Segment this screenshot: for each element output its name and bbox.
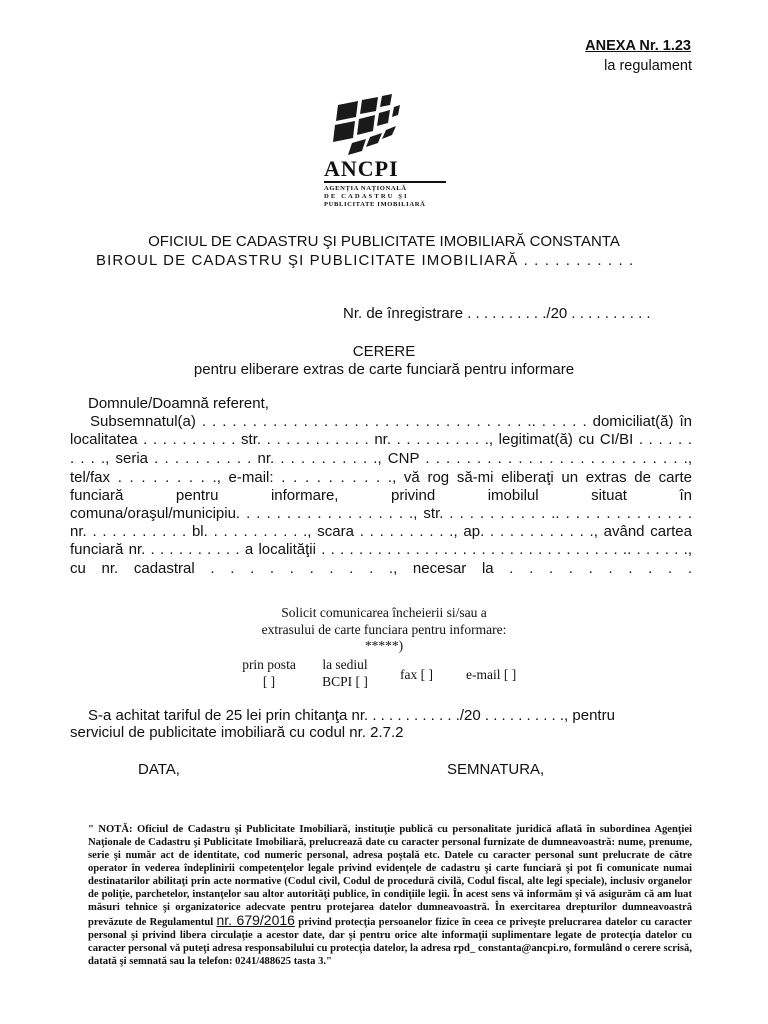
form-line: funciară nr. . . . . . . . . . . a localităţii . . . . . . . . . . . . . . . . . . . . . . . . . . . . . . . . .. . . . . . ., (70, 541, 692, 558)
form-line: cu nr. cadastral . . . . . . . . . ., necesar la . . . . . . . . . . (70, 560, 692, 577)
logo-subtitle-line2: DE CADASTRU ȘI (324, 193, 409, 201)
bureau-title: BIROUL DE CADASTRU ŞI PUBLICITATE IMOBILIARĂ . . . . . . . . . . . (96, 252, 635, 269)
regulation-reference: nr. 679/2016 (216, 912, 295, 928)
annex-title: ANEXA Nr. 1.23 (585, 38, 691, 54)
communication-line1: Solicit comunicarea încheierii si/sau a (281, 605, 487, 620)
registration-number: Nr. de înregistrare . . . . . . . . . ./20 . . . . . . . . . . (343, 305, 651, 322)
note-part1: " NOTĂ: Oficiul de Cadastru şi Publicitate Imobiliară, instituţie publică cu personalitate juridică aflată în subordinea Agenţiei Naţionale de Cadastru şi Publicitate Imobiliară, prelucrează date cu caracter personal furnizate de dumneavoastră: nume, prenume, serie şi număr act de identitate, cod numeric personal, adresa poştală etc. Datele cu caracter personal sunt prelucrate de către operator în vederea îndeplinirii competenţelor legale privind evidenţele de cadastru şi carte funciară şi pot fi comunicate numai destinatarilor abilitaţi prin acte normative (Codul civil, Codul de procedură civilă, Codul fiscal, alte legi speciale), inclusiv organelor de poliţie, parchetelor, instanţelor sau altor autorităţi publice, în condiţiile legii. În acest sens vă informăm şi vă asigurăm că am luat măsuri tehnice şi organizatorice adecvate pentru protejarea datelor dumneavoastră. În exercitarea drepturilor dumneavoastră prevăzute de Regulamentul (88, 824, 692, 928)
form-line: comuna/oraşul/municipiu. . . . . . . . . . . . . . . . . ., str. . . . . . . . . . . .. . . . . . . . . . . . . . (70, 505, 692, 522)
option-post[interactable] (234, 656, 304, 690)
form-line: Subsemnatul(a) . . . . . . . . . . . . . . . . . . . . . . . . . . . . . . . . .. . . . . . domiciliat(ă) în (90, 413, 692, 430)
form-line: tel/fax . . . . . . . . ., e-mail: . . . . . . . . . ., vă rog să-mi eliberaţi un extras de carte (70, 469, 692, 486)
logo-subtitle-line3: PUBLICITATE IMOBILIARĂ (324, 201, 426, 209)
option-fax[interactable]: fax [ ] (400, 667, 433, 682)
option-post-checkbox[interactable]: [ ] (262, 674, 276, 689)
logo-subtitle-line1: AGENȚIA NAȚIONALĂ (324, 185, 407, 192)
communication-line2: extrasului de carte funciara pentru informare: (261, 622, 507, 637)
salutation: Domnule/Doamnă referent, (88, 395, 269, 412)
option-office-label: la sediul (322, 657, 368, 672)
communication-line3: *****) (364, 638, 404, 653)
tariff-line2: serviciul de publicitate imobiliară cu codul nr. 2.7.2 (70, 724, 404, 741)
option-post-label: prin posta (242, 657, 296, 672)
logo-underline (324, 181, 446, 183)
form-line: funciară pentru informare, privind imobilul situat în (70, 487, 692, 504)
option-office-checkbox[interactable]: BCPI [ ] (322, 674, 368, 689)
tariff-line1: S-a achitat tariful de 25 lei prin chitanţa nr. . . . . . . . . . . ./20 . . . . . . . . . ., pentru (88, 707, 615, 724)
annex-subtitle: la regulament (604, 58, 692, 74)
office-title: OFICIUL DE CADASTRU ŞI PUBLICITATE IMOBILIARĂ CONSTANTA (148, 233, 620, 250)
request-title: CERERE (352, 343, 416, 360)
form-line: . . . ., seria . . . . . . . . . . nr. . . . . . . . . . ., CNP . . . . . . . . . . . . . . . . . . . . . . . . . ., (70, 450, 692, 467)
form-line: localitatea . . . . . . . . . . str. . . . . . . . . . . . nr. . . . . . . . . . ., legitimat(ă) cu CI/BI . . . . . . (70, 431, 692, 448)
note-part2: privind protecţia persoanelor fizice în ceea ce priveşte prelucrarea datelor cu caracter personal şi privind libera circulaţie a acestor date, dar şi pentru orice alte informaţii suplimentare legate de protecţia datelor cu caracter personal vă puteţi adresa responsabilului cu protecţia datelor, la adresa rpd_ constanta@ancpi.ro, formulând o cerere scrisă, datată şi semnată sau la telefon: 0241/488625 tasta 3." (88, 917, 692, 967)
signature-label: SEMNATURA, (447, 761, 545, 778)
option-office[interactable] (312, 656, 378, 690)
logo-name: ANCPI (324, 156, 399, 181)
request-subtitle: pentru eliberare extras de carte funciară pentru informare (193, 361, 575, 378)
date-label: DATA, (138, 761, 180, 778)
logo-subtitle (324, 185, 446, 210)
option-email[interactable]: e-mail [ ] (466, 667, 517, 682)
privacy-note (88, 823, 692, 968)
form-line: nr. . . . . . . . . . . bl. . . . . . . . . . ., scara . . . . . . . . . ., ap. . . . . . . . . . . ., având cartea (70, 523, 692, 540)
